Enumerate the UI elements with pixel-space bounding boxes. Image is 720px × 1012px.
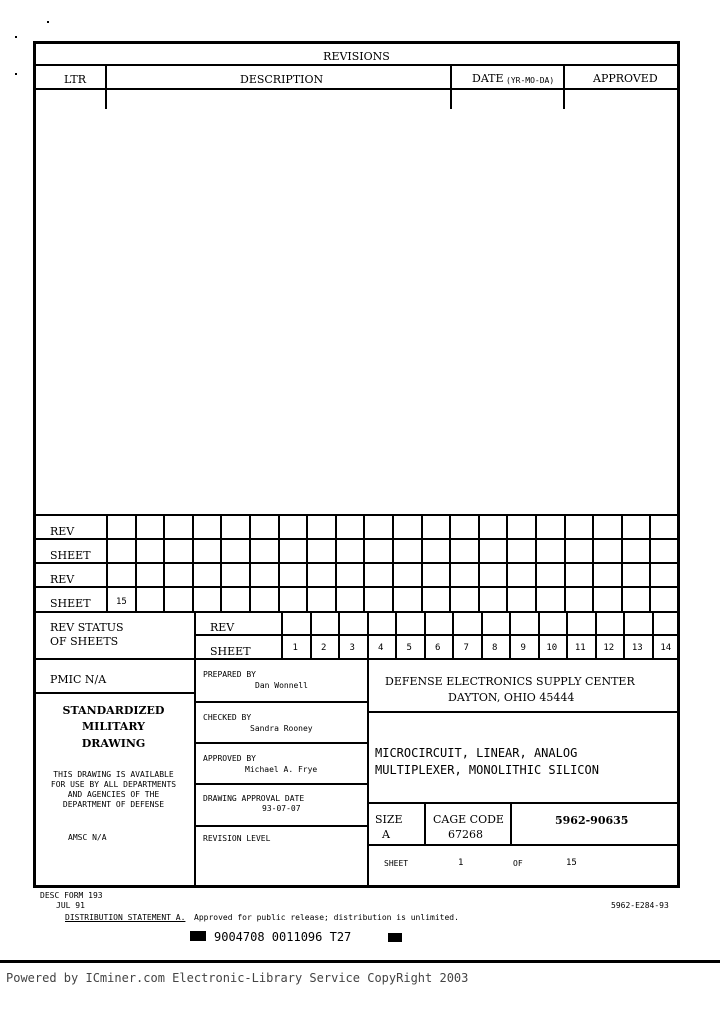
rule: [33, 692, 194, 694]
rev-status-label: REV STATUS: [50, 621, 124, 634]
approved-header: APPROVED: [593, 72, 658, 85]
status-rev-label: REV: [210, 621, 235, 634]
scan-speck: [15, 36, 17, 38]
rule: [220, 514, 222, 611]
sheet-number-cell: 11: [574, 643, 586, 653]
availability-note: FOR USE BY ALL DEPARTMENTS: [50, 780, 177, 789]
drawing-frame: [33, 41, 680, 888]
barcode-block-icon: [388, 933, 402, 942]
grid-row-label: REV: [50, 525, 75, 538]
date-header: DATE: [472, 72, 504, 85]
rule: [450, 64, 452, 109]
rule: [421, 514, 423, 611]
revisions-title: REVISIONS: [323, 50, 390, 63]
rule: [249, 514, 251, 611]
rule: [33, 658, 680, 660]
agency-name: DEFENSE ELECTRONICS SUPPLY CENTER: [385, 675, 635, 688]
sheet-total: 15: [566, 858, 577, 868]
prepared-label: PREPARED BY: [203, 670, 256, 679]
cage-label: CAGE CODE: [433, 813, 504, 826]
date-format-note: (YR-MO-DA): [506, 76, 555, 85]
footer-rule: [0, 960, 720, 963]
rule: [392, 514, 394, 611]
approved-name: Michael A. Frye: [245, 765, 318, 774]
rule: [105, 64, 107, 109]
sheet-number-cell: 10: [546, 643, 558, 653]
of-label: OF: [513, 859, 523, 868]
rule: [194, 611, 196, 888]
sheet-number-cell: 3: [349, 643, 355, 653]
sheet-number-cell: 4: [378, 643, 384, 653]
rule: [367, 711, 680, 713]
sheet-label: SHEET: [384, 859, 409, 868]
form-date: JUL 91: [56, 901, 85, 910]
rule: [367, 844, 680, 846]
size-label: SIZE: [375, 813, 403, 826]
rule: [506, 514, 508, 611]
grid-row-label: SHEET: [50, 549, 91, 562]
scan-speck: [15, 73, 17, 75]
powered-by-link[interactable]: Powered by ICminer.com Electronic-Library Service CopyRight 2003: [6, 971, 469, 985]
rule: [564, 514, 566, 611]
smd-title: MILITARY: [82, 720, 145, 733]
rule: [367, 658, 369, 888]
rev-status-label: OF SHEETS: [50, 635, 119, 648]
sheet-number-cell: 2: [321, 643, 327, 653]
rule: [33, 562, 680, 564]
cage-value: 67268: [448, 828, 483, 841]
sheet-number-cell: 14: [660, 643, 672, 653]
rule: [135, 514, 137, 611]
rule: [192, 514, 194, 611]
pmic-label: PMIC N/A: [50, 673, 107, 686]
rule: [194, 742, 367, 744]
rule: [278, 514, 280, 611]
agency-address: DAYTON, OHIO 45444: [448, 691, 575, 704]
rule: [306, 514, 308, 611]
prepared-name: Dan Wonnell: [255, 681, 308, 690]
sheet-number-cell: 5: [406, 643, 412, 653]
checked-label: CHECKED BY: [203, 713, 252, 722]
rule: [592, 514, 594, 611]
distribution-label: DISTRIBUTION STATEMENT A.: [65, 913, 186, 922]
rule: [33, 586, 680, 588]
rule: [33, 538, 680, 540]
rule: [33, 514, 680, 516]
sheet-number-cell: 9: [520, 643, 526, 653]
rule: [106, 514, 108, 611]
barcode-text: 9004708 0011096 T27: [214, 930, 352, 944]
rev-status-grid: [33, 514, 680, 611]
approval-date-label: DRAWING APPROVAL DATE: [203, 794, 305, 803]
smd-title: STANDARDIZED: [62, 704, 165, 717]
sheet-numbers-row: [281, 634, 680, 658]
availability-note: DEPARTMENT OF DEFENSE: [62, 800, 165, 809]
rule: [194, 783, 367, 785]
size-value: A: [382, 828, 390, 841]
rule: [621, 514, 623, 611]
sheet-number-cell: 13: [631, 643, 643, 653]
rule: [163, 514, 165, 611]
rule: [367, 802, 680, 804]
rule: [194, 825, 367, 827]
availability-note: AND AGENCIES OF THE: [67, 790, 160, 799]
form-number: DESC FORM 193: [40, 891, 103, 900]
description-header: DESCRIPTION: [240, 73, 324, 86]
scan-speck: [47, 21, 49, 23]
sheet-number-cell: 6: [435, 643, 441, 653]
rule: [649, 514, 651, 611]
drawing-title: MICROCIRCUIT, LINEAR, ANALOG: [375, 746, 578, 760]
availability-note: THIS DRAWING IS AVAILABLE: [53, 770, 174, 779]
rule: [194, 701, 367, 703]
grid-sheet-cell-value: 15: [116, 597, 127, 607]
sheet-number-cell: 7: [463, 643, 469, 653]
rule: [424, 802, 426, 844]
smd-title: DRAWING: [81, 737, 146, 750]
drawing-title: MULTIPLEXER, MONOLITHIC SILICON: [375, 763, 599, 777]
approved-label: APPROVED BY: [203, 754, 256, 763]
drawing-number: 5962-90635: [555, 814, 629, 827]
rule: [478, 514, 480, 611]
rule: [449, 514, 451, 611]
rule: [363, 514, 365, 611]
sheet-number-cell: 12: [603, 643, 615, 653]
ltr-header: LTR: [64, 73, 87, 86]
rule: [33, 88, 680, 90]
document-code: 5962-E284-93: [611, 901, 669, 910]
rule: [33, 64, 680, 66]
sheet-number: 1: [458, 858, 464, 868]
revision-level-label: REVISION LEVEL: [203, 834, 271, 843]
rule: [510, 802, 512, 844]
rule: [563, 64, 565, 109]
distribution-text: Approved for public release; distribution is unlimited.: [194, 913, 459, 922]
amsc-label: AMSC N/A: [68, 833, 107, 842]
sheet-number-cell: 8: [492, 643, 498, 653]
status-sheet-label: SHEET: [210, 645, 251, 658]
barcode-block-icon: [190, 931, 206, 941]
rule: [535, 514, 537, 611]
checked-name: Sandra Rooney: [250, 724, 313, 733]
grid-row-label: REV: [50, 573, 75, 586]
rule: [335, 514, 337, 611]
sheet-number-cell: 1: [292, 643, 298, 653]
grid-row-label: SHEET: [50, 597, 91, 610]
approval-date-value: 93-07-07: [262, 804, 301, 813]
